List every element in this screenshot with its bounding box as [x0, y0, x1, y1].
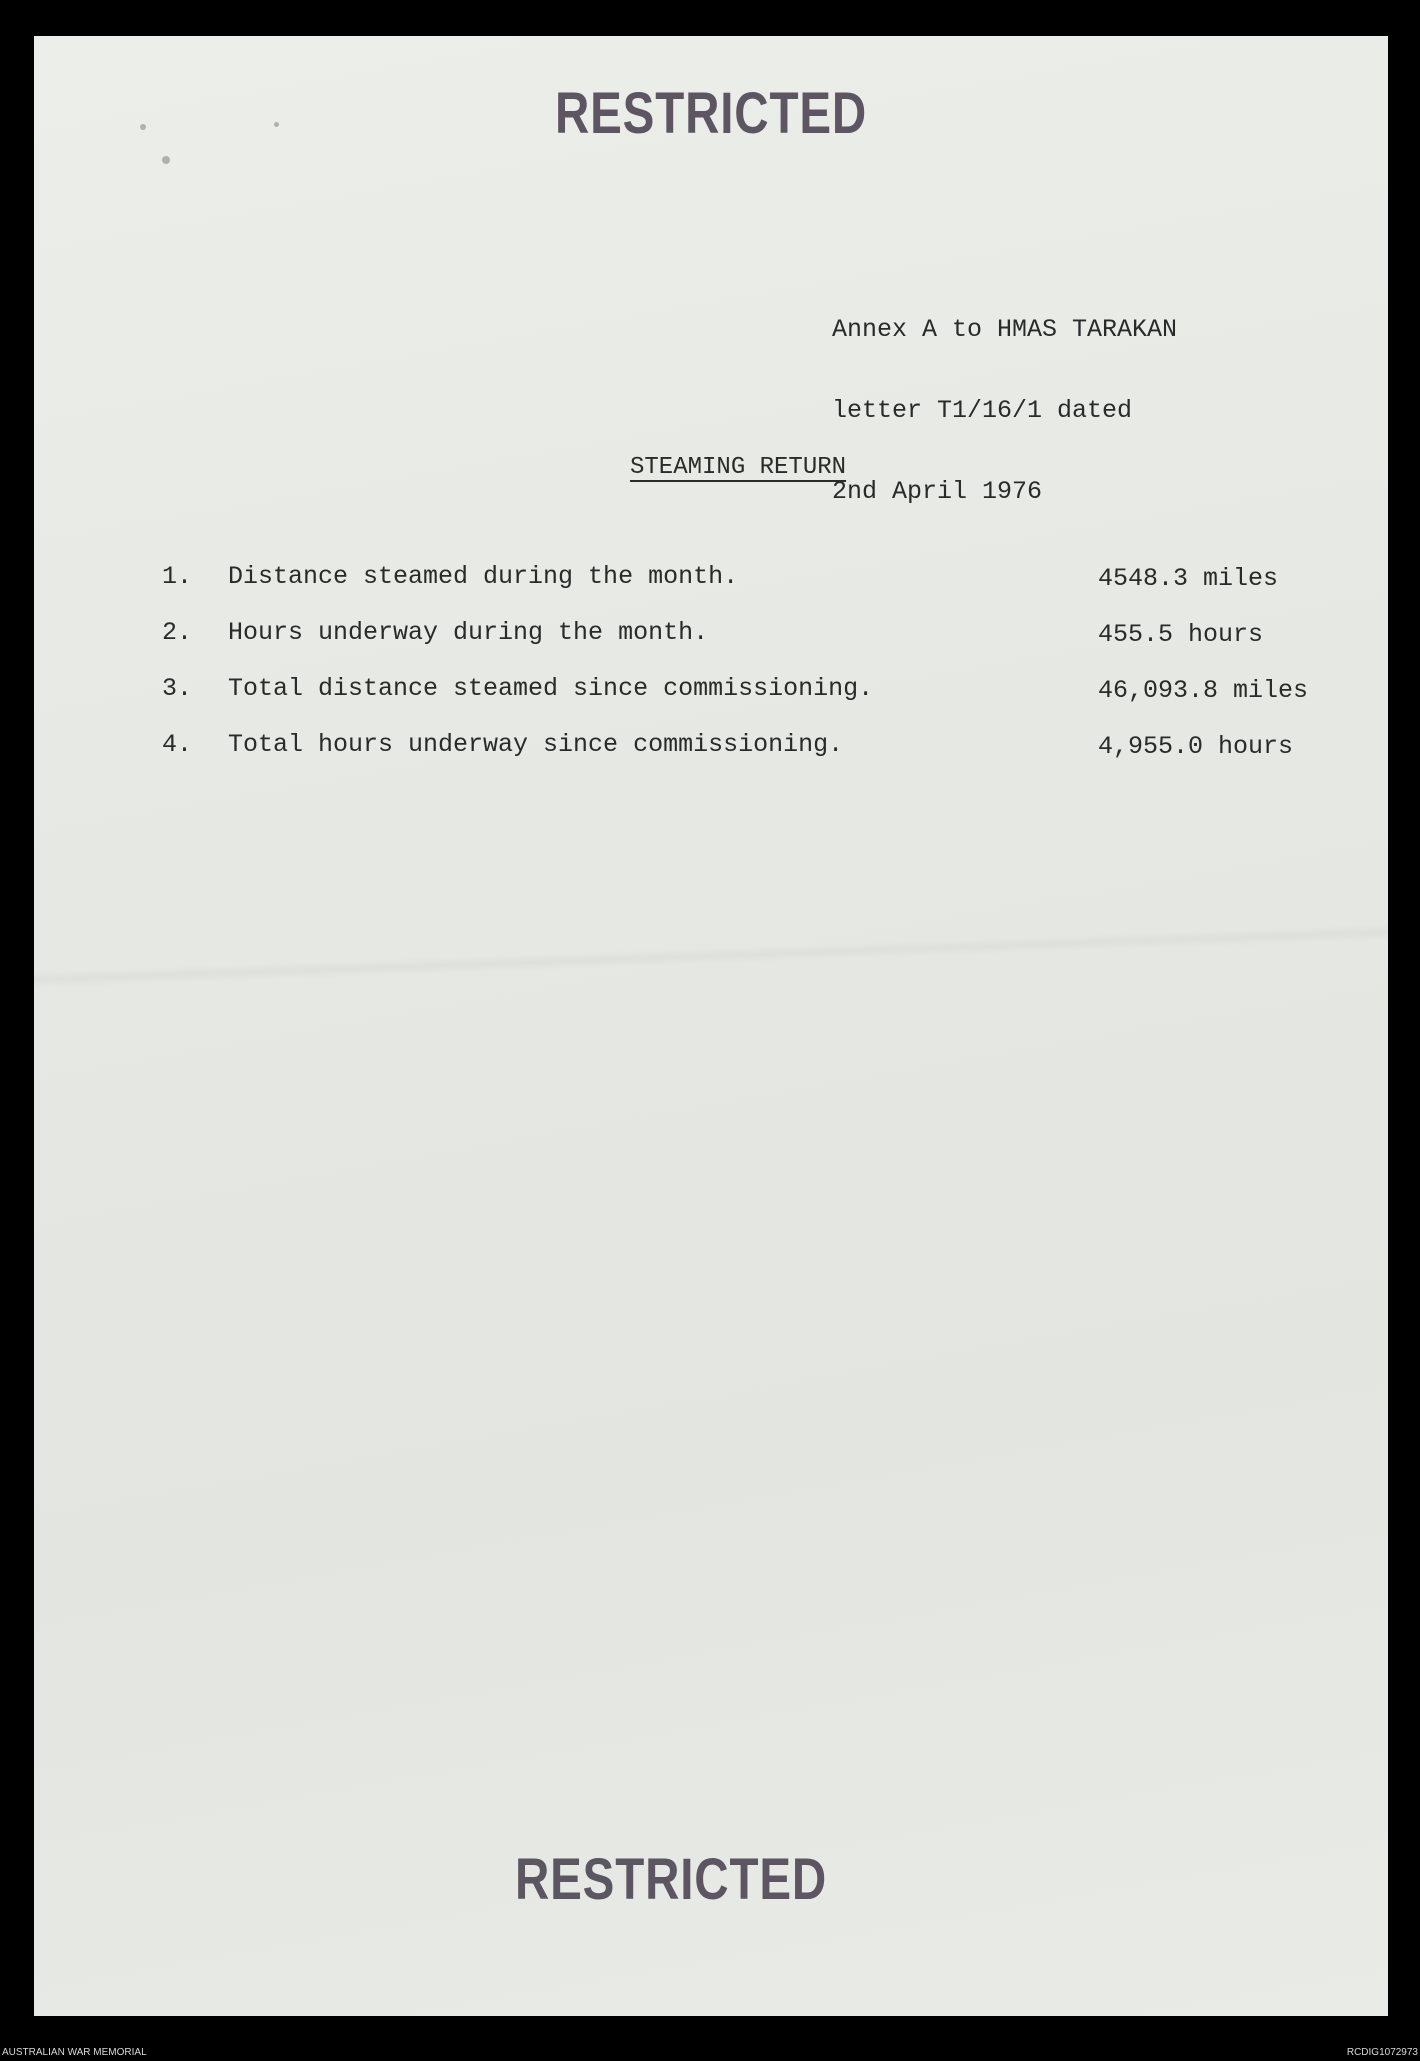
list-item — [162, 562, 1362, 618]
annex-line-1: Annex A to HMAS TARAKAN — [832, 315, 1178, 344]
archive-credit: AUSTRALIAN WAR MEMORIAL — [2, 2047, 147, 2058]
restricted-stamp-top: RESTRICTED — [554, 81, 868, 146]
item-description: Total distance steamed since commissioning. — [228, 674, 874, 703]
annex-line-3: 2nd April 1976 — [832, 477, 1043, 506]
item-number: 4. — [162, 730, 193, 759]
paper-fold — [34, 896, 1388, 1016]
list-item — [162, 618, 1362, 674]
document-page — [34, 36, 1388, 2016]
item-value: 4,955.0 hours — [1098, 732, 1294, 761]
item-number: 1. — [162, 562, 193, 591]
item-number: 2. — [162, 618, 193, 647]
document-title: STEAMING RETURN — [630, 454, 847, 481]
item-number: 3. — [162, 674, 193, 703]
staple-hole — [162, 156, 170, 164]
item-value: 4548.3 miles — [1098, 564, 1279, 593]
annex-reference — [832, 262, 1177, 559]
item-description: Total hours underway since commissioning. — [228, 730, 844, 759]
restricted-stamp-bottom: RESTRICTED — [514, 1847, 828, 1912]
item-description: Hours underway during the month. — [228, 618, 709, 647]
annex-line-2: letter T1/16/1 dated — [832, 396, 1133, 425]
item-value: 455.5 hours — [1098, 620, 1264, 649]
list-item — [162, 730, 1362, 786]
staple-hole — [140, 124, 146, 130]
archive-id: RCDIG1072973 — [1346, 2047, 1418, 2058]
item-description: Distance steamed during the month. — [228, 562, 739, 591]
steaming-return-list — [162, 562, 1362, 786]
list-item — [162, 674, 1362, 730]
item-value: 46,093.8 miles — [1098, 676, 1309, 705]
